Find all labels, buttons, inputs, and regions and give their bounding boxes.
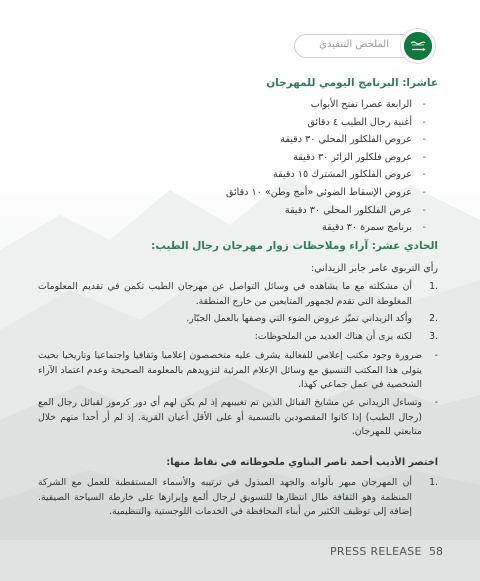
item-text: وأكد الزيداني تميّز عروض الضوء التي وصفها بالعمل الجبّار. bbox=[186, 313, 412, 324]
numbered-item bbox=[38, 476, 438, 520]
bullet-dash: - bbox=[434, 350, 438, 361]
saudi-flag-icon bbox=[401, 29, 435, 63]
item-text: أن مشكلته مع ما يشاهده في وسائل التواصل عن مهرجان الطيب تكمن في تقديم المعلومات المغلوطة التي تقدم لجمهور المتابعين من خارج المنطقة. bbox=[38, 281, 412, 307]
page-number: 58 bbox=[429, 545, 443, 558]
summary-subhead: اختصر الأديب أحمد ناصر البناوي ملحوظاته في نقاط منها: bbox=[166, 457, 438, 468]
item-text: لكنه يرى أن هناك العديد من الملحوظات: bbox=[254, 331, 412, 342]
item-number: .2 bbox=[429, 313, 438, 324]
item-number: .3 bbox=[429, 331, 438, 342]
bullet-text: ضرورة وجود مكتب إعلامي للفعالية يشرف عليه متخصصون إعلاميا وثقافيا واجتماعيا وتاريخيا بحيث يتولى هذا المكتب التنسيق مع وسائل الإعلام المرئية لتزويدهم بالمعلومة الصحيحة وعدم اعتماد الآراء الشخصية في عمل جماعي كهذا. bbox=[38, 350, 422, 390]
numbered-item bbox=[38, 312, 438, 327]
list-item: - عروض الفلكلور المشترك ١٥ دقيقة bbox=[66, 166, 426, 184]
opinion-subhead: رأي التربوي عامر جابر الزيداني: bbox=[311, 263, 438, 274]
list-item: - عروض الإسقاط الضوئي «أمج وطن» ١٠ دقائق bbox=[66, 184, 426, 202]
numbered-item bbox=[38, 280, 438, 309]
bullet-item bbox=[38, 349, 438, 393]
numbered-item bbox=[38, 330, 438, 345]
bullet-item bbox=[38, 396, 438, 440]
bullet-dash: - bbox=[434, 397, 438, 408]
program-list bbox=[66, 96, 426, 237]
footer-label: PRESS RELEASE bbox=[330, 545, 422, 558]
section-11-title: الحادي عشر: آراء وملاحظات زوار مهرجان رجال الطيب: bbox=[151, 240, 438, 252]
item-text: أن المهرجان مبهر بألوانه والجهد المبذول في ترتيبه والأسماء المستقطبة للعمل مع الشركة المنظمة وهو الثقافة طال انتظارها للتسويق لرجال ألمع وإبرازها على خارطة السياحة الصيفية. إضافة إلى توظيف الكثير من أبناء المحافظة في الخدمات اللوجستية والتنظيمية. bbox=[38, 477, 412, 517]
list-item: - عرض الفلكلور المحلي ٣٠ دقيقة bbox=[66, 202, 426, 220]
section-10-title: عاشرا: البرنامج اليومي للمهرجان bbox=[266, 77, 438, 89]
list-item: - عروض فلكلور الزائر ٣٠ دقيقة bbox=[66, 149, 426, 167]
list-item: - برنامج سمرة ٣٠ دقيقة bbox=[66, 219, 426, 237]
header-pill bbox=[294, 34, 434, 58]
bullet-text: وتساءل الزيداني عن مشايخ القبائل الذين تم تغييبهم إذ لم يكن لهم أي دور كرموز لقبائل رجال المع (رجال الطيب) إذا كانوا المقصودين بالتسمية أو على الأقل أعيان القرية. إذ لم أر أحدا منهم خلال متابعتي للمهرجان. bbox=[38, 397, 422, 437]
item-number: .1 bbox=[429, 477, 438, 488]
list-item: - الرابعة عصرا تفتح الأبواب bbox=[66, 96, 426, 114]
list-item: - أغنية رجال الطيب ٤ دقائق bbox=[66, 114, 426, 132]
list-item: - عروض الفلكلور المحلي ٣٠ دقيقة bbox=[66, 131, 426, 149]
item-number: .1 bbox=[429, 281, 438, 292]
header-title: الملخص التنفيذي bbox=[319, 39, 389, 50]
